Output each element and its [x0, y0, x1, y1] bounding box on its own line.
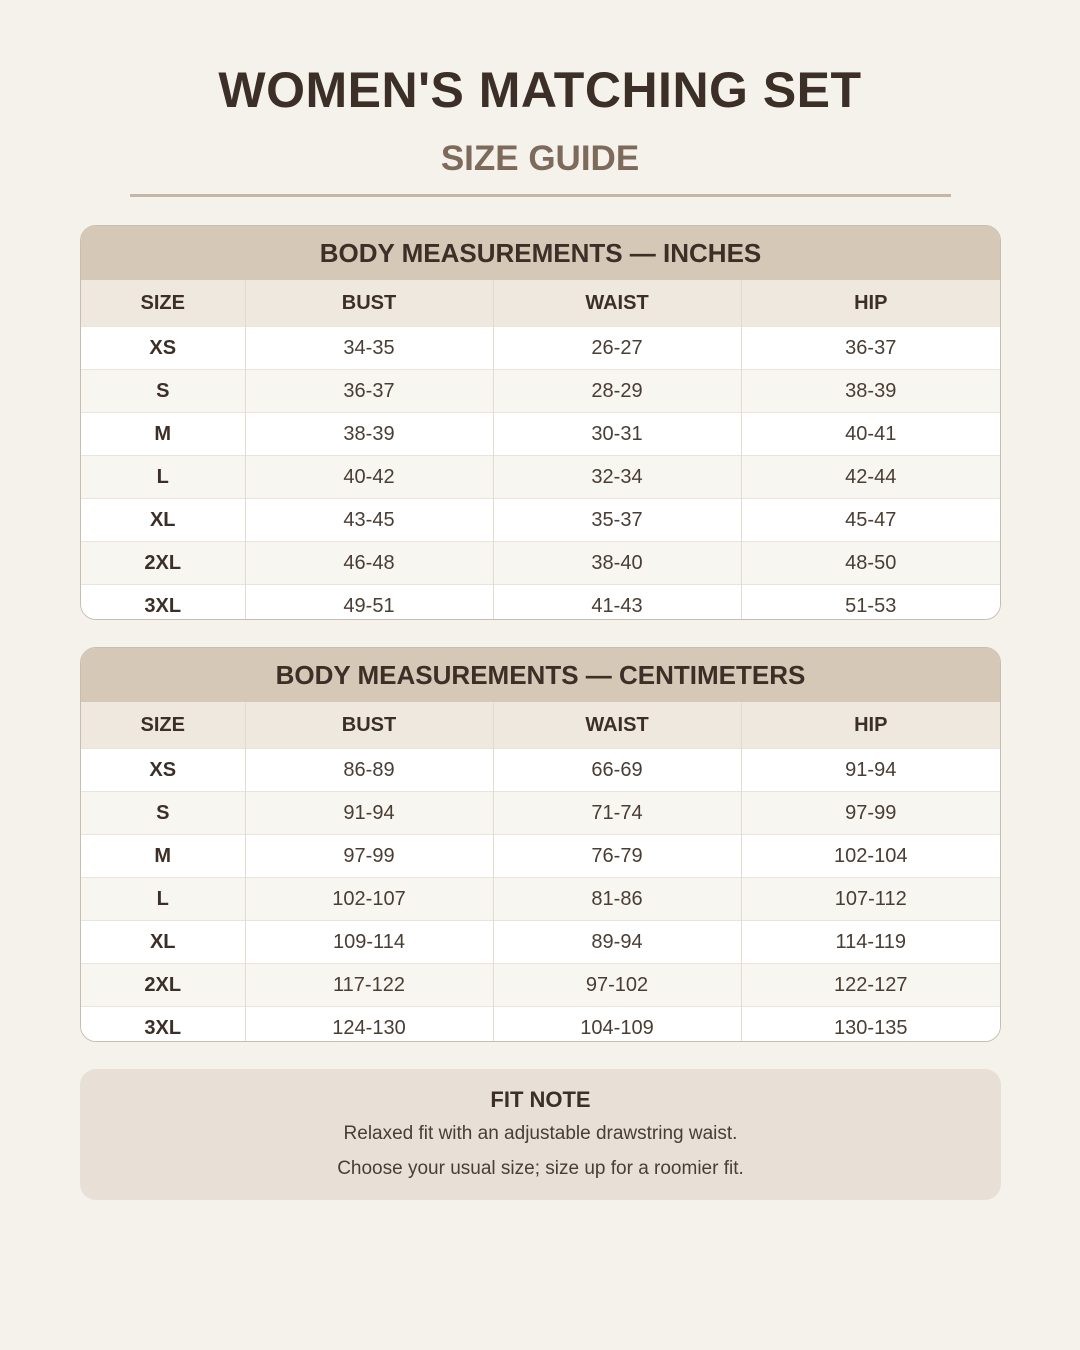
waist-cell: 89-94 [493, 921, 741, 964]
waist-cell: 35-37 [493, 499, 741, 542]
size-cell: S [81, 792, 245, 835]
waist-cell: 104-109 [493, 1007, 741, 1043]
hip-cell: 107-112 [741, 878, 1000, 921]
hip-cell: 114-119 [741, 921, 1000, 964]
title-divider [130, 194, 951, 197]
bust-cell: 38-39 [245, 413, 493, 456]
size-cell: 2XL [81, 964, 245, 1007]
waist-cell: 81-86 [493, 878, 741, 921]
table-row [81, 1007, 1000, 1043]
table-row [81, 542, 1000, 585]
table-row [81, 370, 1000, 413]
bust-cell: 102-107 [245, 878, 493, 921]
bust-cell: 36-37 [245, 370, 493, 413]
waist-cell: 30-31 [493, 413, 741, 456]
bust-cell: 86-89 [245, 749, 493, 792]
hip-cell: 91-94 [741, 749, 1000, 792]
bust-cell: 109-114 [245, 921, 493, 964]
inches-table-card [80, 225, 1001, 620]
hip-cell: 122-127 [741, 964, 1000, 1007]
centimeters-table-title: BODY MEASUREMENTS — CENTIMETERS [81, 648, 1000, 702]
table-row [81, 964, 1000, 1007]
page-subtitle: SIZE GUIDE [440, 139, 640, 178]
size-cell: S [81, 370, 245, 413]
bust-cell: 97-99 [245, 835, 493, 878]
hip-cell: 97-99 [741, 792, 1000, 835]
centimeters-header-row [81, 702, 1000, 749]
size-cell: 2XL [81, 542, 245, 585]
table-row [81, 835, 1000, 878]
table-row [81, 792, 1000, 835]
waist-cell: 76-79 [493, 835, 741, 878]
table-row [81, 327, 1000, 370]
waist-cell: 26-27 [493, 327, 741, 370]
size-cell: M [81, 835, 245, 878]
fit-note-box [80, 1069, 1001, 1200]
hip-cell: 48-50 [741, 542, 1000, 585]
hip-cell: 40-41 [741, 413, 1000, 456]
table-row [81, 921, 1000, 964]
size-cell: L [81, 456, 245, 499]
column-header-bust: BUST [245, 280, 493, 327]
waist-cell: 71-74 [493, 792, 741, 835]
centimeters-table-card [80, 647, 1001, 1042]
size-cell: L [81, 878, 245, 921]
size-cell: XL [81, 499, 245, 542]
size-cell: M [81, 413, 245, 456]
column-header-waist: WAIST [493, 280, 741, 327]
inches-header-row [81, 280, 1000, 327]
size-cell: XS [81, 749, 245, 792]
column-header-bust: BUST [245, 702, 493, 749]
waist-cell: 38-40 [493, 542, 741, 585]
table-row [81, 749, 1000, 792]
fit-note-line: Choose your usual size; size up for a roomier fit. [337, 1158, 744, 1179]
waist-cell: 32-34 [493, 456, 741, 499]
column-header-size: SIZE [81, 702, 245, 749]
table-row [81, 499, 1000, 542]
hip-cell: 102-104 [741, 835, 1000, 878]
inches-table-title: BODY MEASUREMENTS — INCHES [81, 226, 1000, 280]
hip-cell: 42-44 [741, 456, 1000, 499]
size-cell: XS [81, 327, 245, 370]
bust-cell: 46-48 [245, 542, 493, 585]
hip-cell: 36-37 [741, 327, 1000, 370]
table-row [81, 413, 1000, 456]
hip-cell: 45-47 [741, 499, 1000, 542]
bust-cell: 91-94 [245, 792, 493, 835]
column-header-hip: HIP [741, 280, 1000, 327]
hip-cell: 130-135 [741, 1007, 1000, 1043]
inches-table [81, 280, 1000, 620]
size-cell: 3XL [81, 585, 245, 621]
bust-cell: 43-45 [245, 499, 493, 542]
centimeters-table [81, 702, 1000, 1042]
bust-cell: 34-35 [245, 327, 493, 370]
column-header-size: SIZE [81, 280, 245, 327]
column-header-waist: WAIST [493, 702, 741, 749]
size-cell: XL [81, 921, 245, 964]
bust-cell: 117-122 [245, 964, 493, 1007]
column-header-hip: HIP [741, 702, 1000, 749]
waist-cell: 97-102 [493, 964, 741, 1007]
bust-cell: 40-42 [245, 456, 493, 499]
waist-cell: 28-29 [493, 370, 741, 413]
bust-cell: 124-130 [245, 1007, 493, 1043]
fit-note-line: Relaxed fit with an adjustable drawstring waist. [343, 1123, 738, 1144]
table-row [81, 878, 1000, 921]
table-row [81, 585, 1000, 621]
waist-cell: 66-69 [493, 749, 741, 792]
bust-cell: 49-51 [245, 585, 493, 621]
size-cell: 3XL [81, 1007, 245, 1043]
fit-note-title: FIT NOTE [490, 1087, 591, 1112]
hip-cell: 51-53 [741, 585, 1000, 621]
table-row [81, 456, 1000, 499]
waist-cell: 41-43 [493, 585, 741, 621]
page-title: WOMEN'S MATCHING SET [218, 62, 862, 118]
hip-cell: 38-39 [741, 370, 1000, 413]
